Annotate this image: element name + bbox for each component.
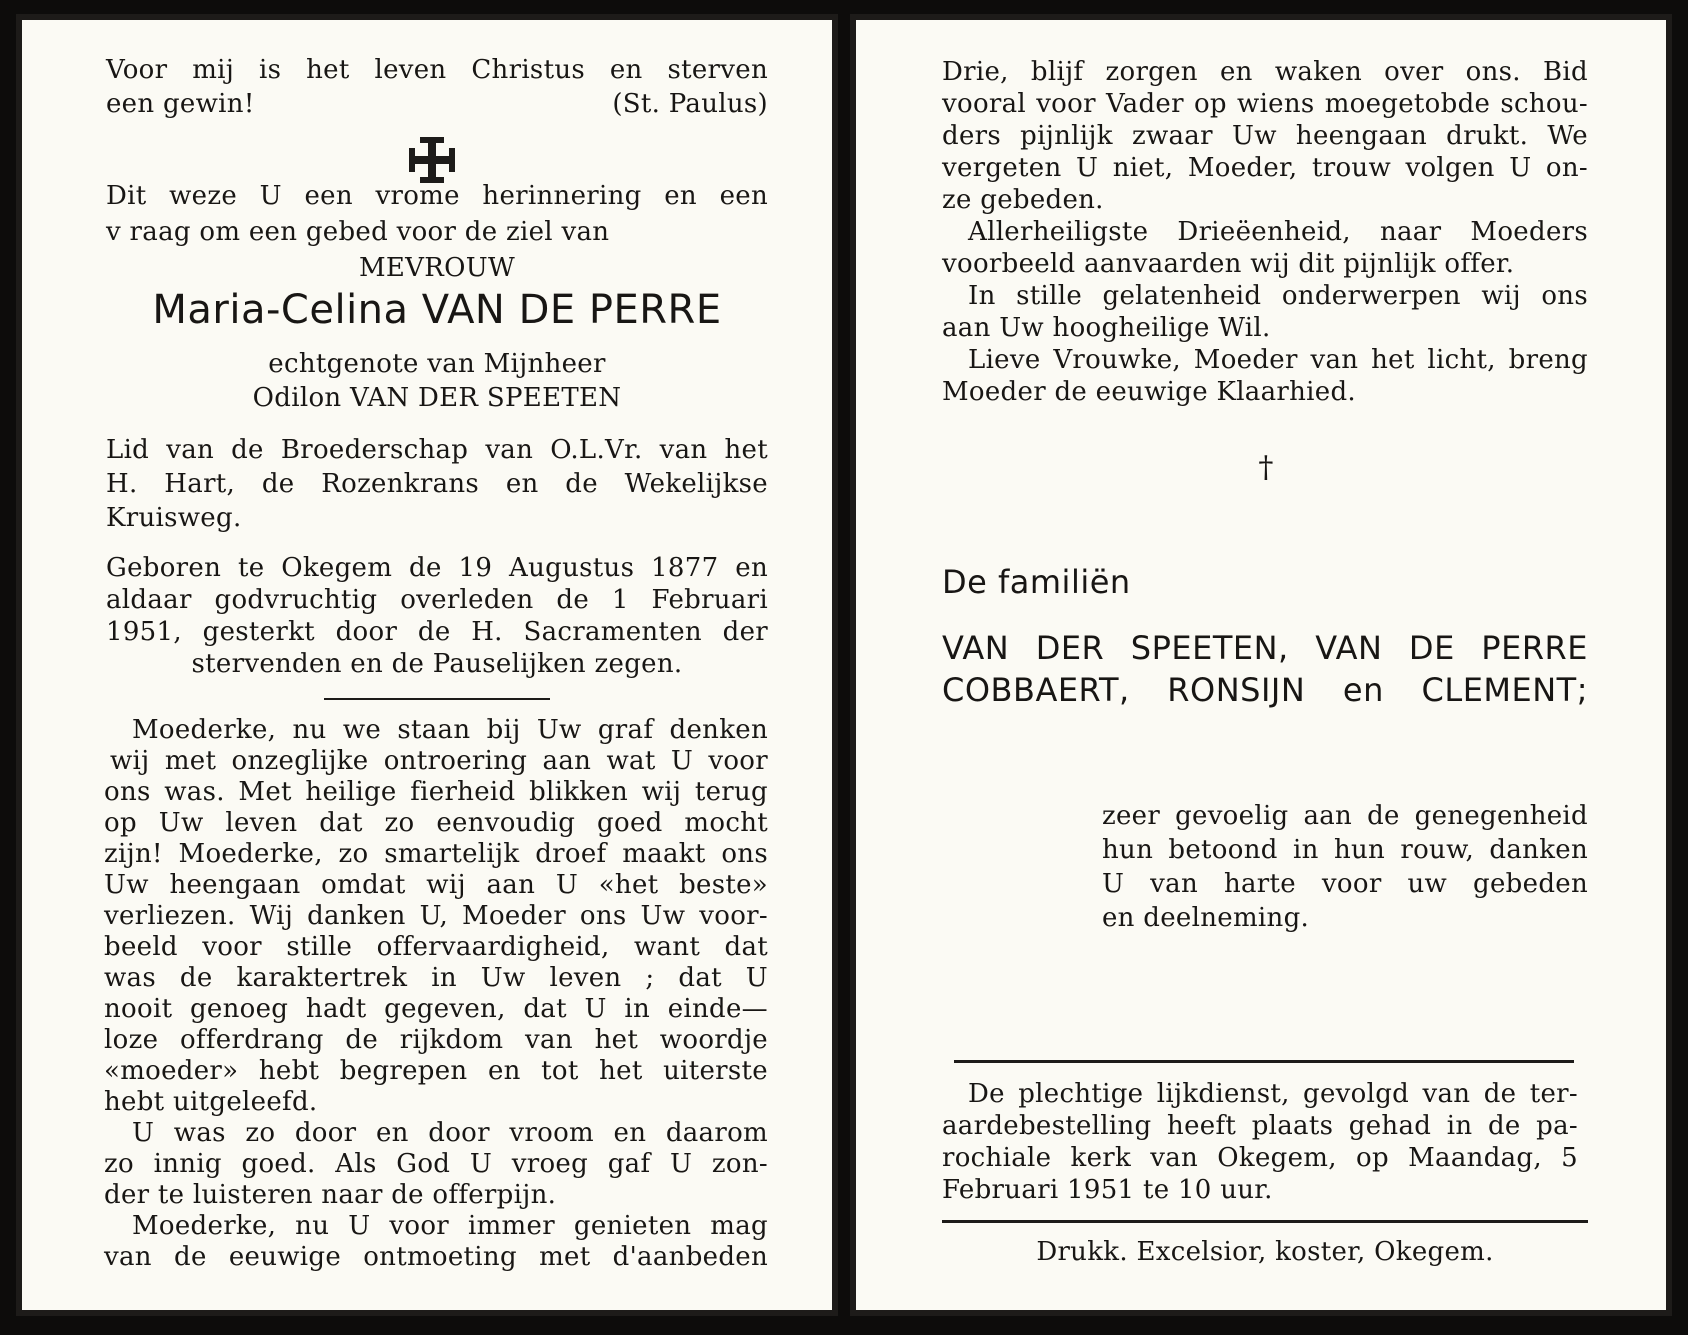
tribute-line: U was zo door en door vroom en daarom bbox=[132, 1118, 768, 1148]
printer-credit: Drukk. Excelsior, koster, Okegem. bbox=[1036, 1237, 1494, 1267]
cross-potent-icon bbox=[406, 134, 458, 186]
prayer-line: Moeder de eeuwige Klaarhied. bbox=[942, 377, 1356, 407]
tribute-line: loze offerdrang de rijkdom van het woordje bbox=[104, 1025, 768, 1055]
funeral-top-rule bbox=[954, 1060, 1574, 1063]
birth-death-line-2: aldaar godvruchtig overleden de 1 Februari bbox=[106, 585, 768, 615]
tribute-line: verliezen. Wij danken U, Moeder ons Uw voor- bbox=[104, 901, 768, 931]
membership-line-2: H. Hart, de Rozenkrans en de Wekelijkse bbox=[106, 469, 768, 499]
tribute-line: Uw heengaan omdat wij aan U «het beste» bbox=[104, 870, 768, 900]
tribute-line: zo innig goed. Als God U vroeg gaf U zon- bbox=[104, 1149, 768, 1179]
intro-line-1: Dit weze U een vrome herinnering en een bbox=[106, 181, 768, 211]
prayer-line: Drie, blijf zorgen en waken over ons. Bid bbox=[942, 57, 1588, 87]
quote-line-2: een gewin! bbox=[106, 89, 255, 119]
prayer-line: Lieve Vrouwke, Moeder van het licht, breng bbox=[968, 345, 1588, 375]
thanks-line: U van harte voor uw gebeden bbox=[1102, 869, 1588, 899]
divider-rule bbox=[324, 698, 550, 700]
birth-death-line-1: Geboren te Okegem de 19 Augustus 1877 en bbox=[106, 553, 768, 583]
thanks-line: en deelneming. bbox=[1102, 903, 1310, 933]
prayer-line: vooral voor Vader op wiens moegetobde schou- bbox=[942, 89, 1588, 119]
prayer-line: ders pijnlijk zwaar Uw heengaan drukt. We bbox=[942, 121, 1588, 151]
tribute-line: «moeder» hebt begrepen en tot het uiterste bbox=[104, 1056, 768, 1086]
intro-line-2: v raag om een gebed voor de ziel van bbox=[106, 217, 610, 247]
birth-death-line-4: stervenden en de Pauselijken zegen. bbox=[191, 649, 683, 679]
prayer-line: aan Uw hoogheilige Wil. bbox=[942, 313, 1271, 343]
prayer-line: vergeten U niet, Moeder, trouw volgen U on- bbox=[942, 153, 1588, 183]
families-line-1: VAN DER SPEETEN, VAN DE PERRE bbox=[942, 629, 1588, 667]
funeral-line: aardebestelling heeft plaats gehad in de pa- bbox=[942, 1111, 1578, 1141]
deceased-title: MEVROUW bbox=[358, 253, 515, 283]
thanks-line: zeer gevoelig aan de genegenheid bbox=[1102, 801, 1588, 831]
membership-line-1: Lid van de Broederschap van O.L.Vr. van het bbox=[106, 435, 768, 465]
tribute-line: beeld voor stille offervaardigheid, want dat bbox=[104, 932, 768, 962]
membership-line-3: Kruisweg. bbox=[106, 503, 242, 533]
funeral-line: rochiale kerk van Okegem, op Maandag, 5 bbox=[942, 1143, 1578, 1173]
spouse-line-2: Odilon VAN DER SPEETEN bbox=[252, 383, 622, 413]
birth-death-line-3: 1951, gesterkt door de H. Sacramenten der bbox=[106, 617, 768, 647]
tribute-line: op Uw leven dat zo eenvoudig goed mocht bbox=[104, 808, 768, 838]
printer-top-rule bbox=[942, 1220, 1588, 1223]
prayer-line: In stille gelatenheid onderwerpen wij ons bbox=[968, 281, 1588, 311]
funeral-line: Februari 1951 te 10 uur. bbox=[942, 1175, 1273, 1205]
prayer-line: voorbeeld aanvaarden wij dit pijnlijk offer. bbox=[942, 249, 1515, 279]
tribute-line: zijn! Moederke, zo smartelijk droef maakt ons bbox=[104, 839, 768, 869]
prayer-line: Allerheiligste Drieëenheid, naar Moeders bbox=[968, 217, 1588, 247]
memorial-card-right bbox=[850, 14, 1672, 1316]
tribute-line: Moederke, nu U voor immer genieten mag bbox=[132, 1211, 768, 1241]
families-intro: De familiën bbox=[942, 563, 1131, 601]
quote-source: (St. Paulus) bbox=[612, 89, 768, 119]
tribute-line: wij met onzeglijke ontroering aan wat U voor bbox=[110, 746, 768, 776]
tribute-line: nooit genoeg hadt gegeven, dat U in einde— bbox=[104, 994, 768, 1024]
funeral-line: De plechtige lijkdienst, gevolgd van de ter- bbox=[968, 1079, 1578, 1109]
tribute-line: der te luisteren naar de offerpijn. bbox=[104, 1180, 557, 1210]
thanks-line: hun betoond in hun rouw, danken bbox=[1102, 835, 1588, 865]
tribute-line: van de eeuwige ontmoeting met d'aanbeden bbox=[104, 1242, 768, 1272]
tribute-line: hebt uitgeleefd. bbox=[104, 1087, 318, 1117]
tribute-line: Moederke, nu we staan bij Uw graf denken bbox=[132, 715, 768, 745]
deceased-name: Maria-Celina VAN DE PERRE bbox=[152, 287, 722, 333]
tribute-line: was de karaktertrek in Uw leven ; dat U bbox=[104, 963, 768, 993]
quote-line-1: Voor mij is het leven Christus en sterven bbox=[106, 55, 768, 85]
dagger-cross: † bbox=[1258, 450, 1274, 485]
spouse-line-1: echtgenote van Mijnheer bbox=[268, 349, 606, 379]
memorial-card-left bbox=[16, 14, 838, 1316]
families-line-2: COBBAERT, RONSIJN en CLEMENT; bbox=[942, 671, 1588, 709]
prayer-line: ze gebeden. bbox=[942, 185, 1104, 215]
tribute-line: ons was. Met heilige fierheid blikken wij terug bbox=[104, 777, 768, 807]
